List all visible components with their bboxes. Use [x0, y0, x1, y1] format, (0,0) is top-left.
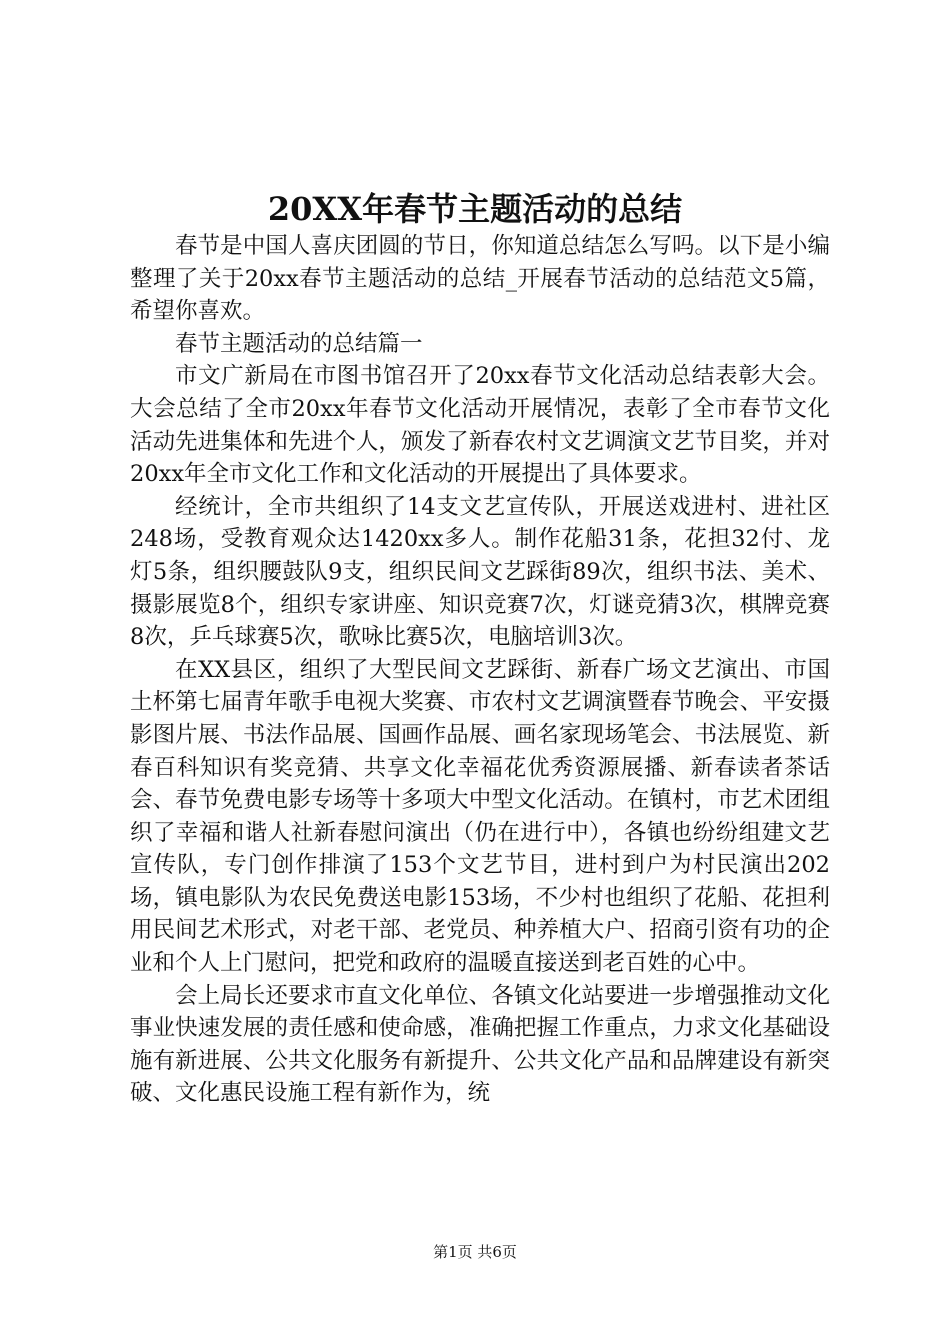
document-body: [130, 230, 830, 1110]
body-paragraph: 经统计，全市共组织了14支文艺宣传队，开展送戏进村、进社区248场，受教育观众达1420xx多人。制作花船31条，花担32付、龙灯5条，组织腰鼓队9支，组织民间文艺踩街89次，组织书法、美术、摄影展览8个，组织专家讲座、知识竞赛7次，灯谜竞猜3次，棋牌竞赛8次，乒乓球赛5次，歌咏比赛5次，电脑培训3次。: [130, 493, 830, 651]
document-title: 20XX年春节主题活动的总结: [267, 190, 683, 228]
body-paragraph: 会上局长还要求市直文化单位、各镇文化站要进一步增强推动文化事业快速发展的责任感和使命感，准确把握工作重点，力求文化基础设施有新进展、公共文化服务有新提升、公共文化产品和品牌建设有新突破、文化惠民设施工程有新作为，统: [130, 982, 830, 1107]
body-paragraph: 市文广新局在市图书馆召开了20xx春节文化活动总结表彰大会。大会总结了全市20xx年春节文化活动开展情况，表彰了全市春节文化活动先进集体和先进个人，颁发了新春农村文艺调演文艺节目奖，并对20xx年全市文化工作和文化活动的开展提出了具体要求。: [130, 363, 830, 488]
page-footer: 第1页 共6页: [433, 1243, 517, 1261]
section-heading: 春节主题活动的总结篇一: [175, 330, 423, 357]
intro-paragraph: 春节是中国人喜庆团圆的节日，你知道总结怎么写吗。以下是小编整理了关于20xx春节主题活动的总结_开展春节活动的总结范文5篇，希望你喜欢。: [130, 233, 830, 325]
body-paragraph: 在XX县区，组织了大型民间文艺踩街、新春广场文艺演出、市国土杯第七届青年歌手电视大奖赛、市农村文艺调演暨春节晚会、平安摄影图片展、书法作品展、国画作品展、画名家现场笔会、书法展览、新春百科知识有奖竞猜、共享文化幸福花优秀资源展播、新春读者茶话会、春节免费电影专场等十多项大中型文化活动。在镇村，市艺术团组织了幸福和谐人社新春慰问演出（仍在进行中），各镇也纷纷组建文艺宣传队，专门创作排演了153个文艺节目，进村到户为村民演出202场，镇电影队为农民免费送电影153场，不少村也组织了花船、花担利用民间艺术形式，对老干部、老党员、种养植大户、招商引资有功的企业和个人上门慰问，把党和政府的温暖直接送到老百姓的心中。: [130, 656, 830, 977]
